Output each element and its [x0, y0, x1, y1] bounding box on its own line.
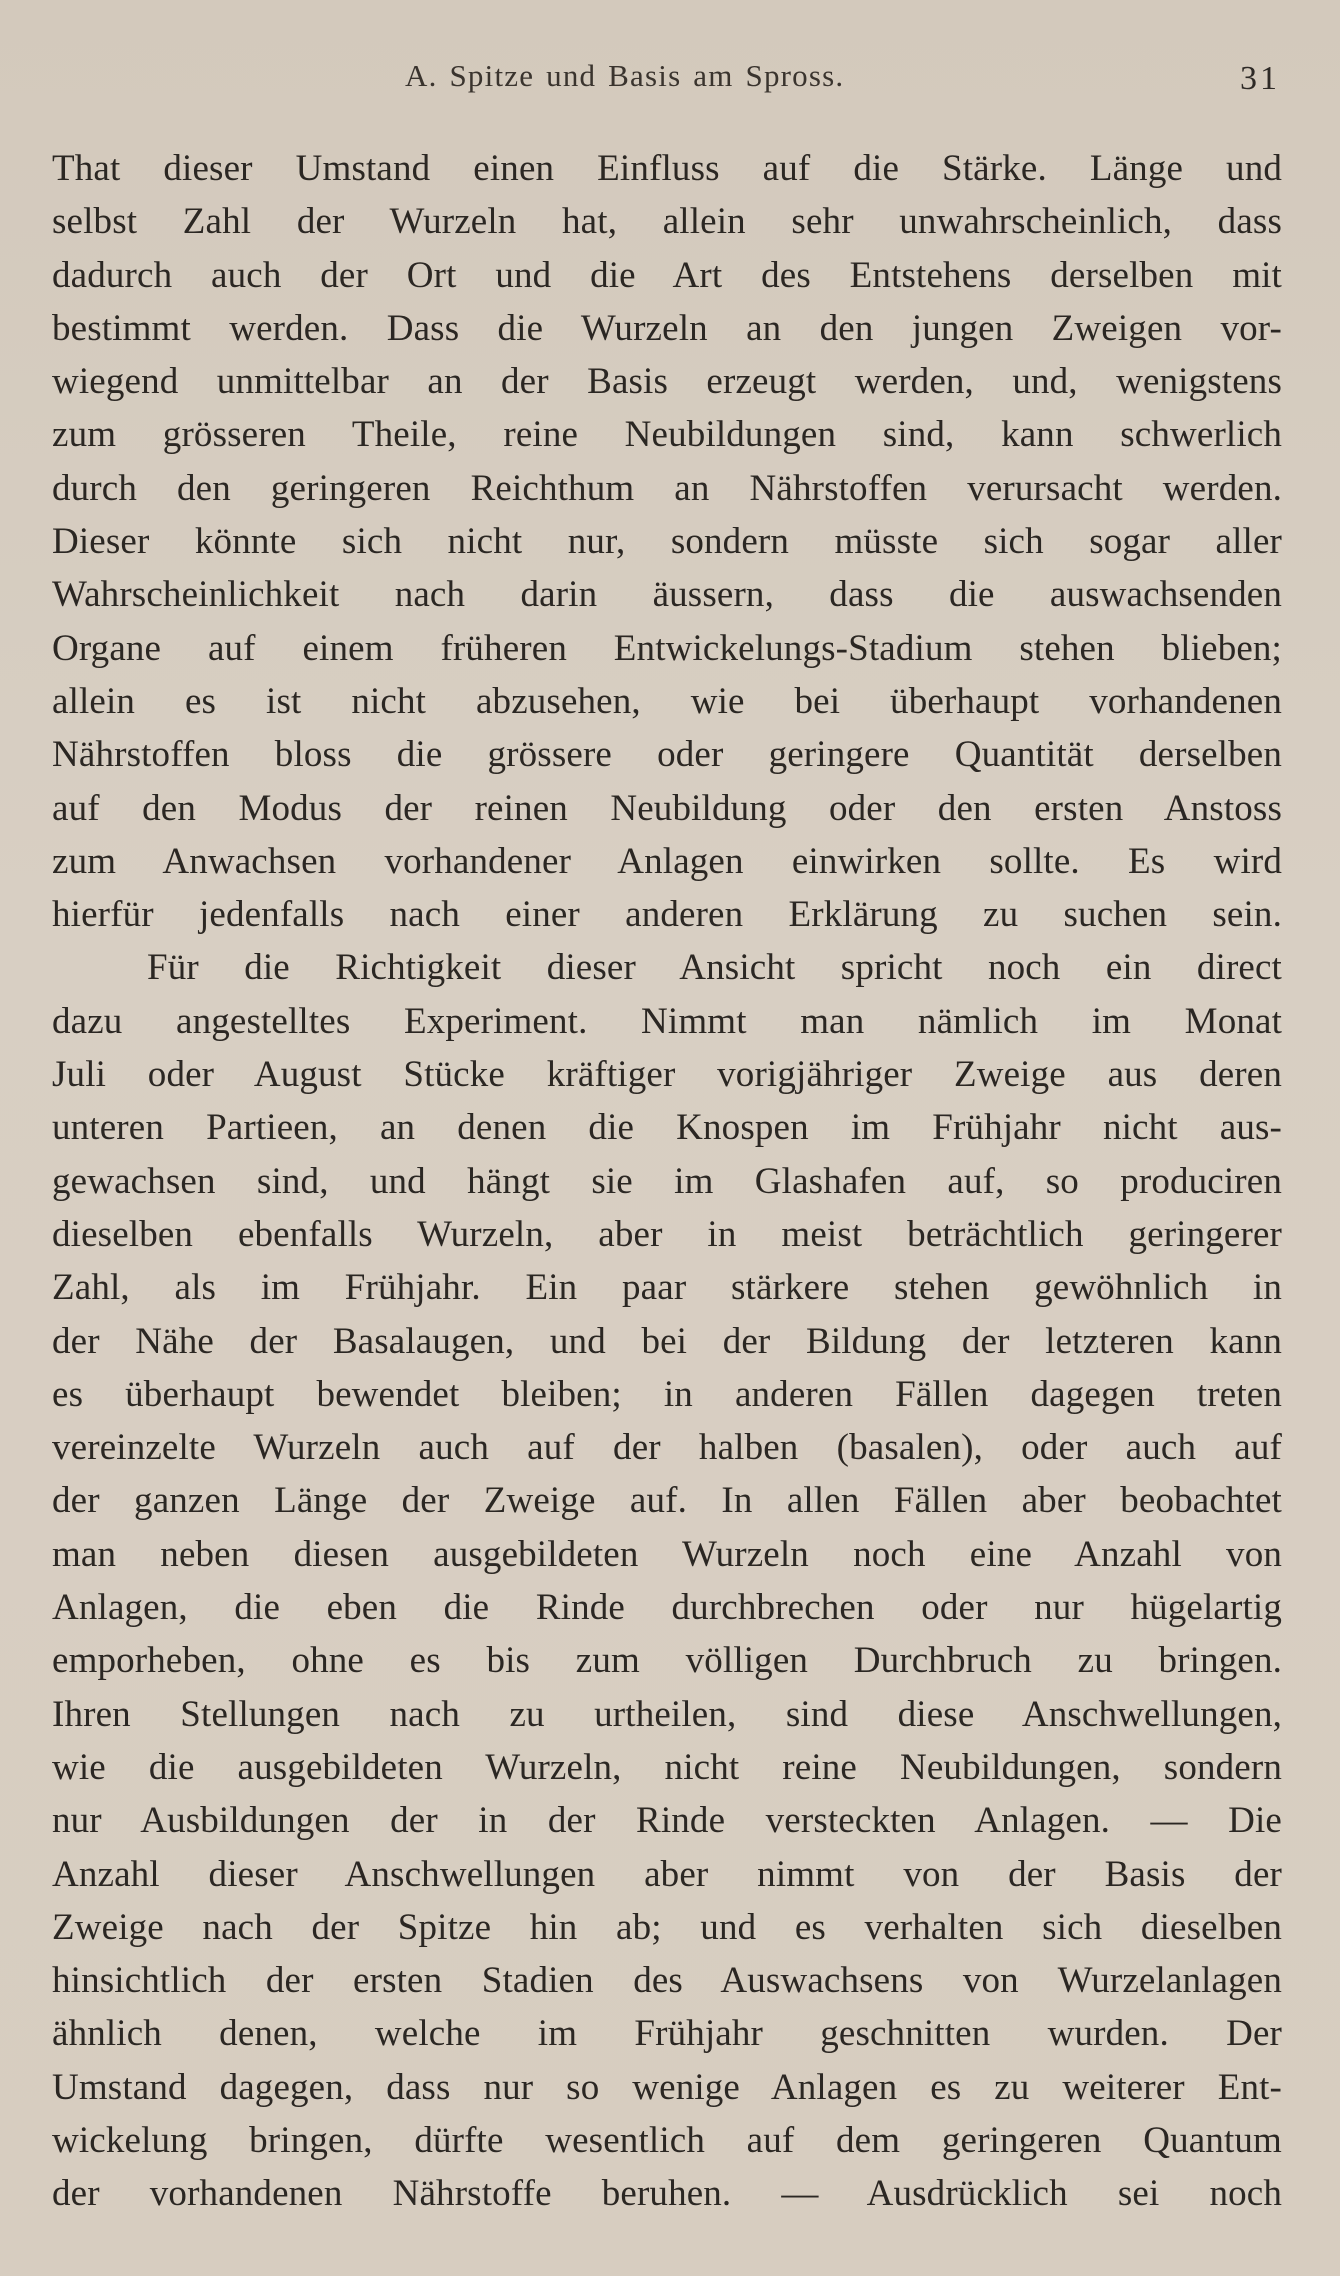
text-line: dieselben ebenfalls Wurzeln, aber in meist beträchtlich geringerer — [52, 1213, 1282, 1255]
page-number: 31 — [1240, 60, 1280, 97]
text-line: selbst Zahl der Wurzeln hat, allein sehr unwahrscheinlich, dass — [52, 201, 1282, 243]
paragraph-first-line: Für die Richtigkeit dieser Ansicht spricht noch ein direct — [147, 947, 1282, 989]
text-line: bestimmt werden. Dass die Wurzeln an den jungen Zweigen vor- — [52, 307, 1282, 349]
body-text — [52, 142, 1282, 2221]
paragraph-end-line: hierfür jedenfalls nach einer anderen Erklärung zu suchen sein. — [52, 894, 1282, 936]
running-title: A. Spitze und Basis am Spross. — [405, 58, 845, 93]
text-line: es überhaupt bewendet bleiben; in anderen Fällen dagegen treten — [52, 1373, 1282, 1415]
text-line: gewachsen sind, und hängt sie im Glashafen auf, so produciren — [52, 1160, 1282, 1202]
text-line: hinsichtlich der ersten Stadien des Auswachsens von Wurzelanlagen — [52, 1960, 1282, 2002]
text-line: That dieser Umstand einen Einfluss auf die Stärke. Länge und — [52, 148, 1282, 189]
text-line: Anzahl dieser Anschwellungen aber nimmt von der Basis der — [52, 1853, 1282, 1895]
text-line: Juli oder August Stücke kräftiger vorigjähriger Zweige aus deren — [52, 1054, 1282, 1096]
text-line: Umstand dagegen, dass nur so wenige Anlagen es zu weiterer Ent- — [52, 2066, 1282, 2108]
text-line: wickelung bringen, dürfte wesentlich auf dem geringeren Quantum — [52, 2119, 1282, 2161]
text-line: der Nähe der Basalaugen, und bei der Bildung der letzteren kann — [52, 1320, 1282, 1362]
text-line: wie die ausgebildeten Wurzeln, nicht reine Neubildungen, sondern — [52, 1746, 1282, 1788]
text-line: Zahl, als im Frühjahr. Ein paar stärkere stehen gewöhnlich in — [52, 1267, 1282, 1309]
text-line: Dieser könnte sich nicht nur, sondern müsste sich sogar aller — [52, 521, 1282, 563]
text-line: Wahrscheinlichkeit nach darin äussern, dass die auswachsenden — [52, 574, 1282, 616]
text-line: der vorhandenen Nährstoffe beruhen. — Ausdrücklich sei noch — [52, 2173, 1282, 2215]
text-line: nur Ausbildungen der in der Rinde versteckten Anlagen. — Die — [52, 1800, 1282, 1842]
text-line: dazu angestelltes Experiment. Nimmt man nämlich im Monat — [52, 1000, 1282, 1042]
text-line: der ganzen Länge der Zweige auf. In allen Fällen aber beobachtet — [52, 1480, 1282, 1522]
text-line: Nährstoffen bloss die grössere oder geringere Quantität derselben — [52, 734, 1282, 776]
text-line: auf den Modus der reinen Neubildung oder den ersten Anstoss — [52, 787, 1282, 829]
text-line: wiegend unmittelbar an der Basis erzeugt werden, und, wenigstens — [52, 361, 1282, 403]
text-line: zum grösseren Theile, reine Neubildungen sind, kann schwerlich — [52, 414, 1282, 456]
text-line: unteren Partieen, an denen die Knospen im Frühjahr nicht aus- — [52, 1107, 1282, 1149]
text-line: Zweige nach der Spitze hin ab; und es verhalten sich dieselben — [52, 1906, 1282, 1948]
text-line: Ihren Stellungen nach zu urtheilen, sind diese Anschwellungen, — [52, 1693, 1282, 1735]
text-line: vereinzelte Wurzeln auch auf der halben (basalen), oder auch auf — [52, 1427, 1282, 1469]
text-line: durch den geringeren Reichthum an Nährstoffen verursacht werden. — [52, 467, 1282, 509]
text-line: Organe auf einem früheren Entwickelungs-Stadium stehen blieben; — [52, 627, 1282, 669]
text-line: ähnlich denen, welche im Frühjahr geschnitten wurden. Der — [52, 2013, 1282, 2055]
text-line: dadurch auch der Ort und die Art des Entstehens derselben mit — [52, 254, 1282, 296]
text-line: Anlagen, die eben die Rinde durchbrechen oder nur hügelartig — [52, 1587, 1282, 1629]
text-line: man neben diesen ausgebildeten Wurzeln noch eine Anzahl von — [52, 1533, 1282, 1575]
text-line: allein es ist nicht abzusehen, wie bei überhaupt vorhandenen — [52, 680, 1282, 722]
text-line: zum Anwachsen vorhandener Anlagen einwirken sollte. Es wird — [52, 840, 1282, 882]
running-head — [0, 58, 1340, 108]
text-line: emporheben, ohne es bis zum völligen Durchbruch zu bringen. — [52, 1640, 1282, 1682]
